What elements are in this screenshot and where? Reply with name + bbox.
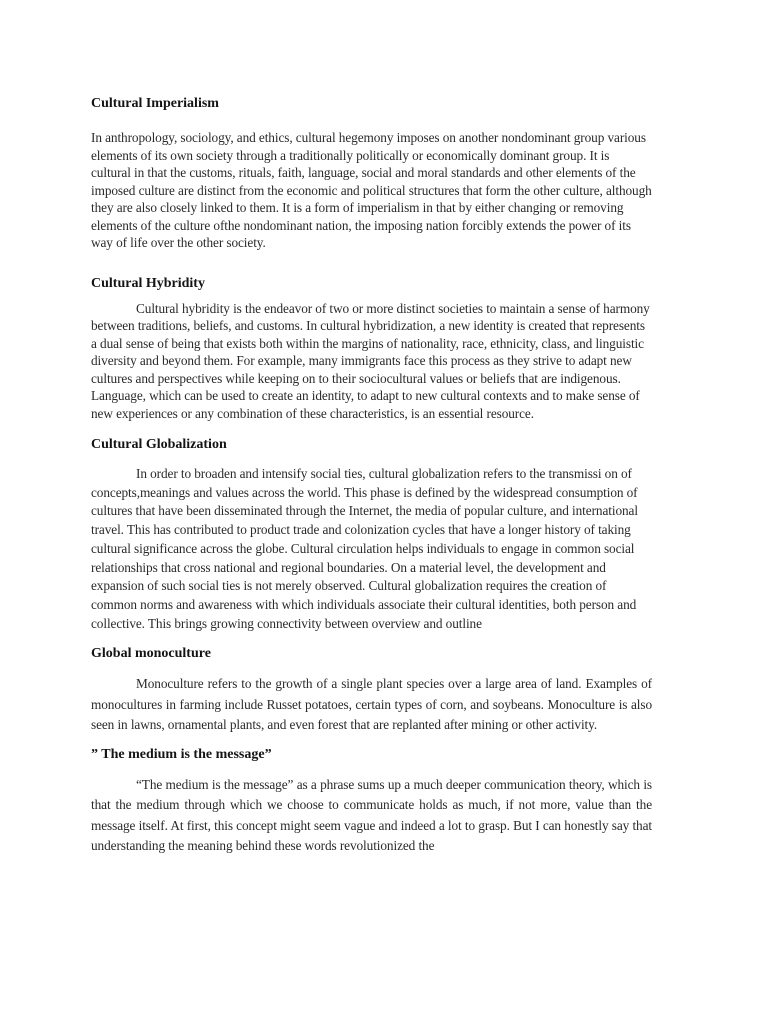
- section-paragraph: In order to broaden and intensify social ties, cultural globalization refers to the transmissi on of concepts,meanings and values across the world. This phase is defined by the widespread consumption of cultures that have been disseminated through the Internet, the media of popular culture, and international travel. This has contributed to product trade and colonization cycles that have a longer history of taking cultural significance across the globe. Cultural circulation helps individuals to engage in common social relationships that cross national and regional boundaries. On a material level, the development and expansion of such social ties is not merely observed. Cultural globalization requires the creation of common norms and awareness with which individuals associate their cultural identities, both person and collective. This brings growing connectivity between overview and outline: [91, 466, 638, 631]
- section-heading: Cultural Imperialism: [91, 96, 219, 111]
- document-page: [91, 95, 652, 857]
- section-cultural-hybridity: [91, 275, 652, 423]
- section-paragraph: “The medium is the message” as a phrase sums up a much deeper communication theory, which is that the medium through which we choose to communicate holds as much, if not more, value than the message itself. At first, this concept might seem vague and indeed a lot to grasp. But I can honestly say that understanding the meaning behind these words revolutionized the: [91, 776, 652, 854]
- section-heading: ” The medium is the message”: [91, 746, 272, 762]
- section-paragraph: Cultural hybridity is the endeavor of two or more distinct societies to maintain a sense of harmony between traditions, beliefs, and customs. In cultural hybridization, a new identity is created that represents a dual sense of being that exists both within the margins of nationality, race, ethnicity, class, and linguistic diversity and beyond them. For example, many immigrants face this process as they strive to adapt new cultures and perspectives while keeping on to their sociocultural values or beliefs that are indigenous. Language, which can be used to create an identity, to adapt to new cultural contexts and to make sense of new experiences or any combination of these characteristics, is an essential resource.: [91, 300, 650, 421]
- section-heading: Cultural Globalization: [91, 437, 227, 452]
- section-cultural-imperialism: [91, 95, 652, 252]
- section-medium-is-the-message: [91, 746, 652, 857]
- section-paragraph: In anthropology, sociology, and ethics, cultural hegemony imposes on another nondominant group various elements of its own society through a traditionally politically or economically dominant group. It is cultural in that the customs, rituals, faith, language, social and moral standards and other elements of the imposed culture are distinct from the economic and political structures that form the other culture, although they are also closely linked to them. It is a form of imperialism in that by either changing or removing elements of the culture ofthe nondominant nation, the imposing nation forcibly extends the power of its way of life over the other society.: [91, 130, 652, 250]
- section-heading: Cultural Hybridity: [91, 275, 205, 291]
- section-heading: Global monoculture: [91, 646, 211, 662]
- section-cultural-globalization: [91, 436, 652, 633]
- section-global-monoculture: [91, 645, 652, 736]
- section-paragraph: Monoculture refers to the growth of a single plant species over a large area of land. Examples of monocultures in farming include Russet potatoes, certain types of corn, and soybeans. Monoculture is also seen in lawns, ornamental plants, and even forest that are replanted after mining or other activity.: [91, 676, 652, 733]
